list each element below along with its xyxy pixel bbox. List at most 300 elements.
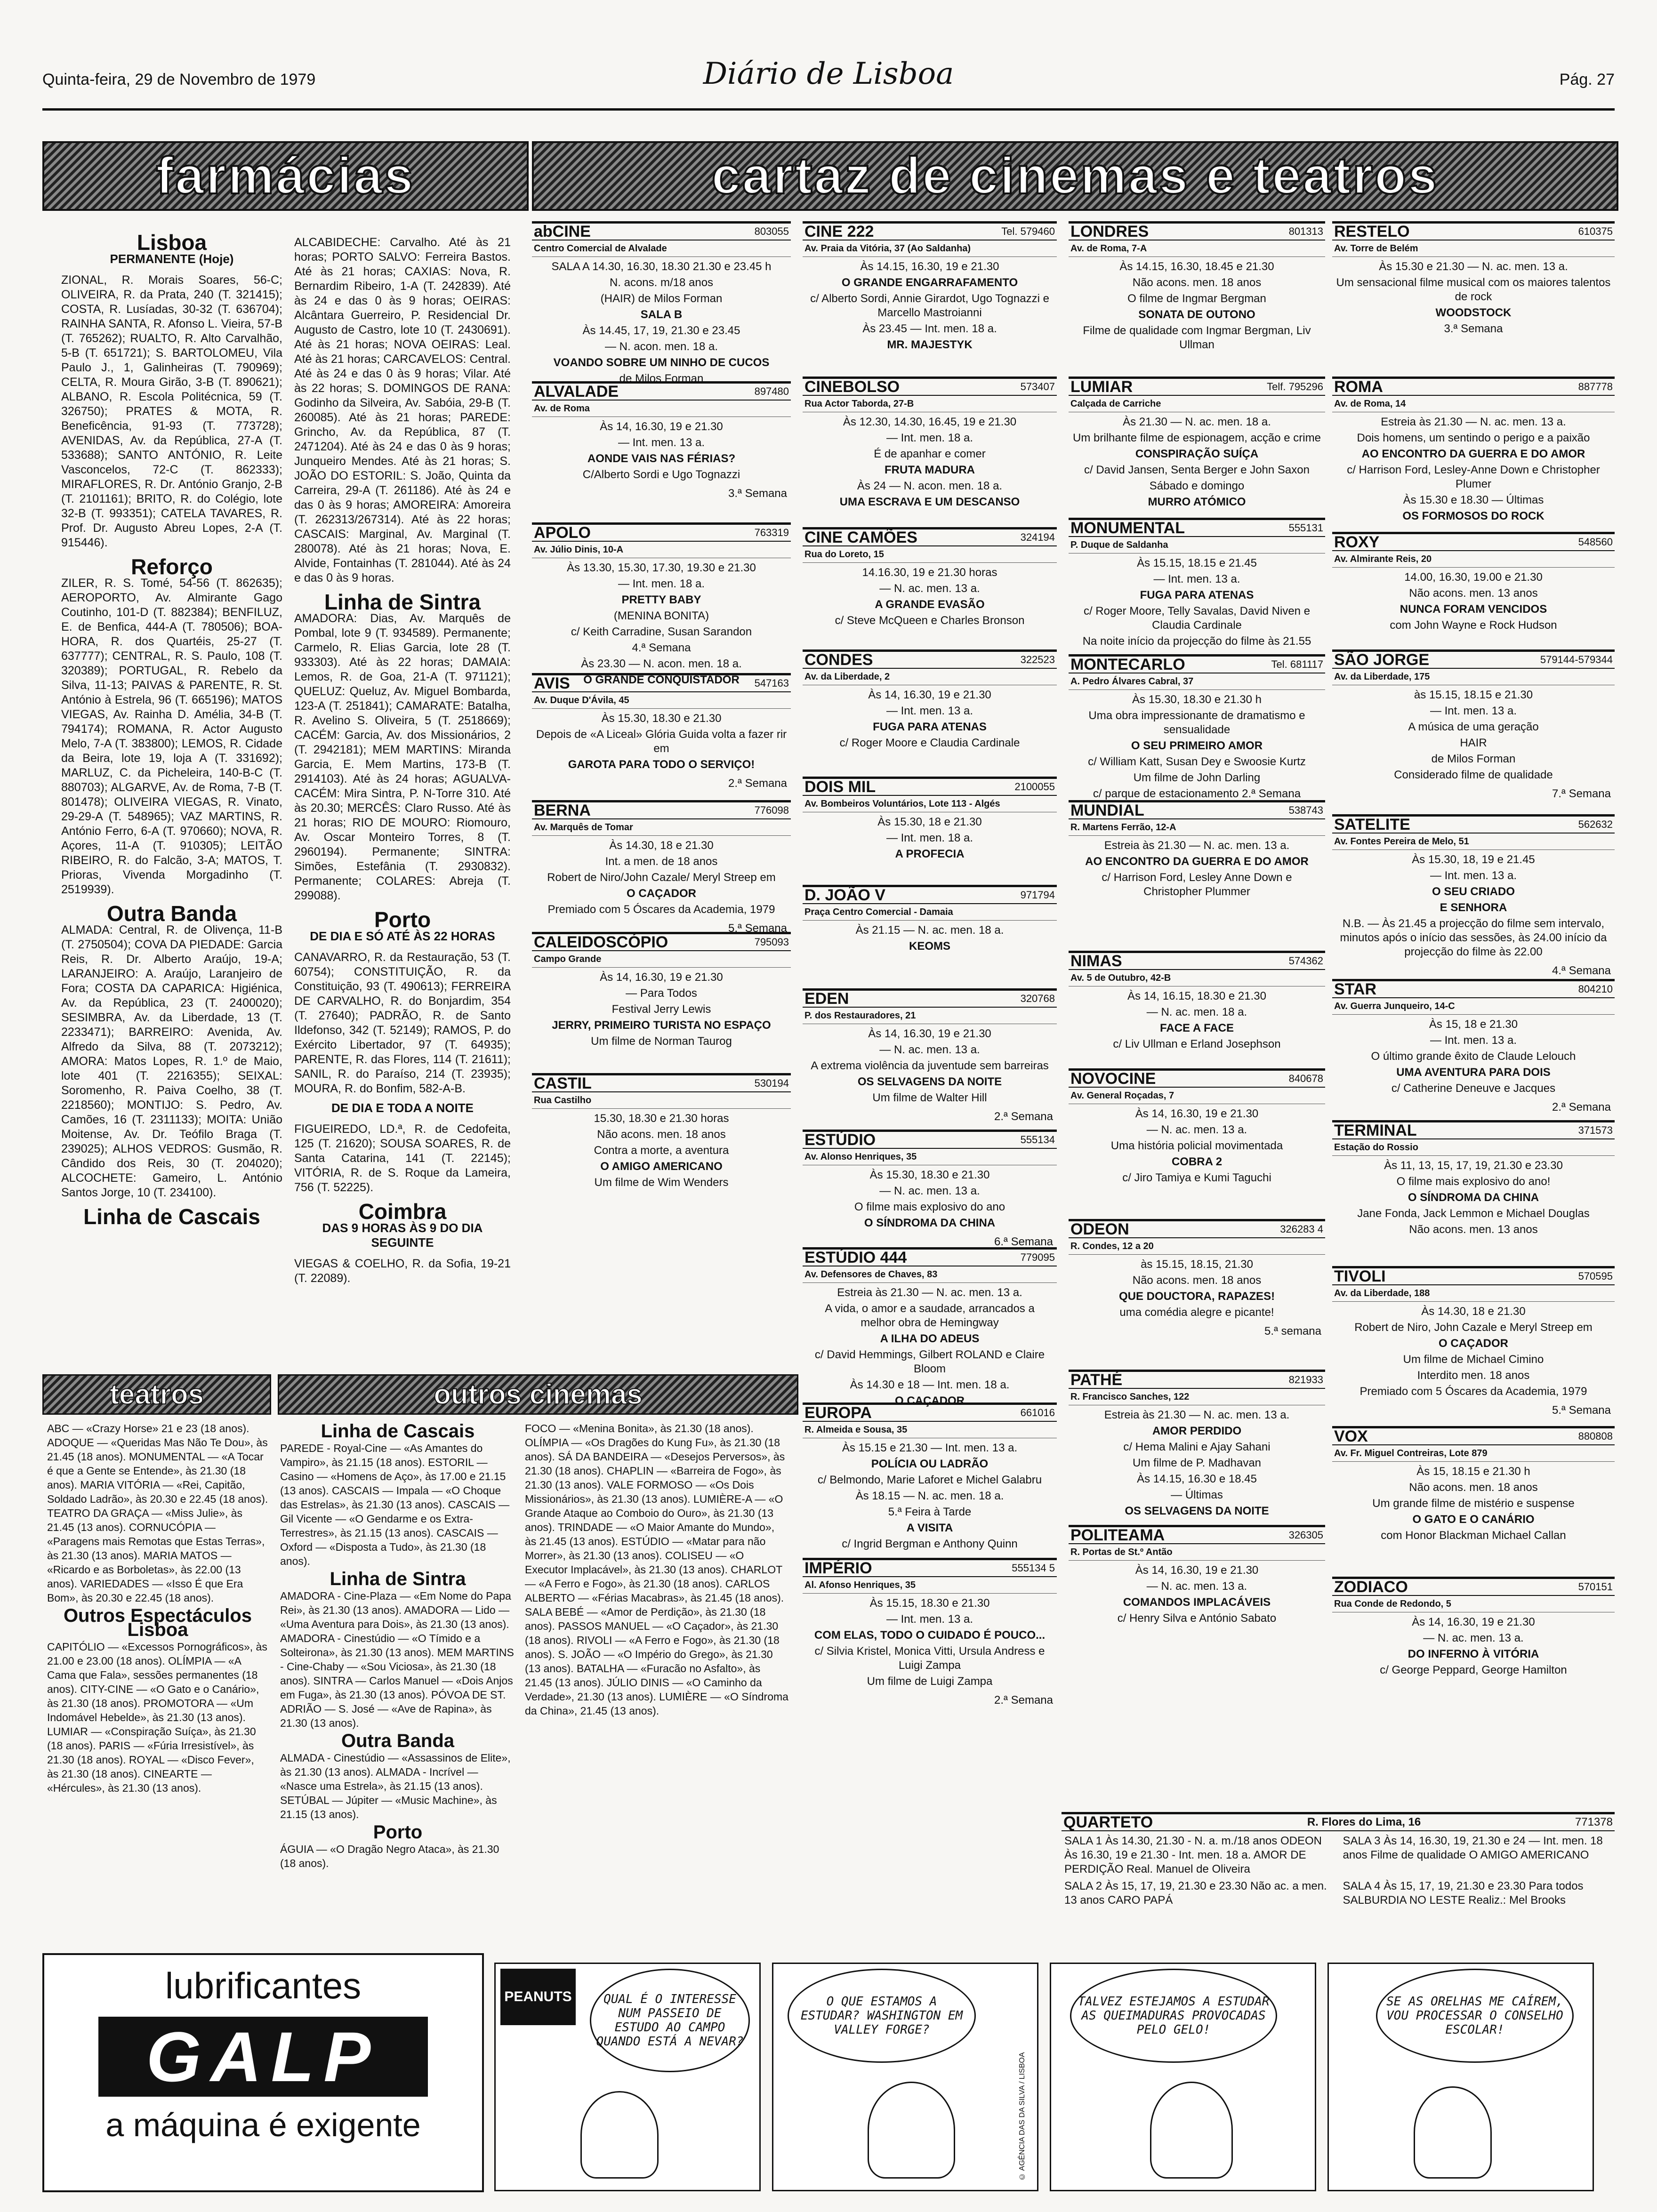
showing-line: com Honor Blackman Michael Callan bbox=[1381, 1529, 1566, 1542]
cascais-list: ALCABIDECHE: Carvalho. Até às 21 horas; PORTO SALVO: Ferreira Bastos. Até às 21 horas; CAXIAS: Nova, R. Bernardim Ribeiro, 1-A (T. 242839). Até às 24 e das 0 às 9 horas; OEIRAS: Alcântara Guerreiro, P. Residencial Dr. Augusto de Castro, lote 10 (T. 2430691). Até às 21 horas; NOVA OEIRAS: Leal. Até às 21 horas; CARCAVELOS: Central. Até às 24 e das 0 às 9 horas; Vilar. Até às 22 horas; S. DOMINGOS DE RANA: Godinho da Silveira, Av. Sabóia, 29-B (T. 260085). Até às 21 horas; PAREDE: Grincho, Av. da República, 87 (T. 2471204). Até às 24 e das 0 às 9 horas; Junqueiro Mendes. Até às 21 horas; S. JOÃO DO ESTORIL: S. João, Quinta da Carreira, 29-A (T. 261186). Até às 24 e das 0 às 9 horas; AMOREIRA: Amoreira (T. 262313/267314). Até às 22 horas; CASCAIS: Marginal, Av. Marginal (T. 280078). Até às 21 horas; Nova, E. Alvide, Fontainhas (T. 281044). Até às 24 e das 0 às 9 horas. bbox=[294, 236, 511, 585]
cinema-name-row bbox=[803, 1250, 1057, 1266]
cinema-name-row bbox=[1332, 1579, 1615, 1596]
cinema-entry bbox=[803, 1247, 1057, 1405]
showing-line: Às 15, 18 e 21.30 bbox=[1429, 1018, 1518, 1031]
showing-line: Às 14, 16.30, 19 e 21.30 bbox=[1135, 1107, 1259, 1120]
showing-line: SALA B bbox=[640, 308, 683, 321]
cinema-showings bbox=[803, 1283, 1057, 1413]
showing-line: Às 15.30, 18 e 21.30 bbox=[877, 816, 982, 828]
showing-line: Às 14.15, 16.30, 18.45 e 21.30 bbox=[1119, 260, 1274, 273]
showing-line: A GRANDE EVASÃO bbox=[875, 598, 985, 611]
speech-bubble: O QUE ESTAMOS A ESTUDAR? WASHINGTON EM VALLEY FORGE? bbox=[788, 1969, 976, 2063]
cinema-address: Praça Centro Comercial - Damaia bbox=[803, 904, 1057, 921]
cinema-phone: 661016 bbox=[1020, 1407, 1055, 1419]
cartaz-title: cartaz de cinemas e teatros bbox=[711, 147, 1439, 205]
run-week: 5.ª Semana bbox=[1552, 1404, 1611, 1417]
showing-line: — N. ac. men. 18 a. bbox=[1146, 1006, 1247, 1018]
showing-line: O último grande êxito de Claude Lelouch bbox=[1371, 1050, 1576, 1063]
showing-line: — N. ac. men. 13 a. bbox=[879, 1043, 980, 1056]
showing-line: Não acons. men. 18 anos bbox=[597, 1128, 726, 1141]
showing-line: — N. ac. men. 13 a. bbox=[879, 582, 980, 595]
showing-line: CONSPIRAÇÃO SUÍÇA bbox=[1135, 448, 1259, 460]
showing-line: Às 14, 16.15, 18.30 e 21.30 bbox=[1127, 990, 1266, 1002]
showing-line: Às 14.15, 16.30 e 18.45 bbox=[1137, 1473, 1257, 1485]
section-linha-cascais: Linha de Cascais bbox=[83, 1204, 260, 1229]
showing-line: Um brilhante filme de espionagem, acção e crime bbox=[1073, 432, 1321, 444]
showing-line: Às 15.15, 18.30 e 21.30 bbox=[869, 1597, 990, 1610]
showing-line: Às 14.30, 18 e 21.30 bbox=[1421, 1305, 1526, 1318]
showing-line: Um filme de Luigi Zampa bbox=[867, 1675, 993, 1688]
showing-line: COM ELAS, TODO O CUIDADO É POUCO... bbox=[814, 1629, 1046, 1642]
cinema-showings bbox=[1332, 412, 1615, 528]
cinema-name: POLITEAMA bbox=[1070, 1526, 1165, 1544]
showing-line: Int. a men. de 18 anos bbox=[605, 855, 718, 868]
showing-line: c/ Harrison Ford, Lesley Anne Down e Christopher Plummer bbox=[1102, 871, 1292, 898]
showing-line: c/ David Jansen, Senta Berger e John Saxon bbox=[1084, 464, 1310, 476]
cinema-name-row bbox=[803, 779, 1057, 796]
cinema-showings bbox=[803, 1438, 1057, 1556]
showing-line: A PROFECIA bbox=[895, 848, 965, 860]
cinema-address: Centro Comercial de Alvalade bbox=[532, 240, 791, 257]
cinema-showings bbox=[1332, 850, 1615, 964]
cinema-name: PATHÉ bbox=[1070, 1371, 1123, 1389]
showing-line: Às 14.45, 17, 19, 21.30 e 23.45 bbox=[582, 324, 740, 337]
outros-cinemas-col-2 bbox=[525, 1421, 788, 1939]
cinema-address: R. Almeida e Sousa, 35 bbox=[803, 1422, 1057, 1438]
showing-line: c/ Roger Moore, Telly Savalas, David Niven e Claudia Cardinale bbox=[1083, 605, 1311, 632]
cinema-name-row bbox=[532, 934, 791, 951]
showing-line: O GRANDE ENGARRAFAMENTO bbox=[841, 276, 1018, 289]
cinema-phone: 804210 bbox=[1578, 983, 1613, 995]
run-week: 2.ª Semana bbox=[994, 1694, 1053, 1707]
showing-line: MURRO ATÓMICO bbox=[1148, 496, 1246, 508]
cinema-phone: 763319 bbox=[754, 527, 789, 538]
cinema-entry bbox=[1332, 1120, 1615, 1268]
showing-line: Não acons. men. 18 anos bbox=[1409, 1481, 1538, 1494]
showing-line: — Últimas bbox=[1171, 1489, 1223, 1501]
showing-line: c/ William Katt, Susan Dey e Swoosie Kurtz bbox=[1088, 755, 1306, 768]
showing-line: Dois homens, um sentindo o perigo e a paixão bbox=[1357, 432, 1590, 444]
cinema-name-row bbox=[1069, 1527, 1325, 1544]
showing-line: c/ Ingrid Bergman e Anthony Quinn bbox=[842, 1538, 1018, 1550]
character-figure-icon bbox=[868, 2082, 955, 2179]
showing-line: — N. ac. men. 13 a. bbox=[879, 1185, 980, 1197]
cinema-address: P. dos Restauradores, 21 bbox=[803, 1008, 1057, 1024]
cinema-entry bbox=[1332, 221, 1615, 379]
cinema-name-row bbox=[1332, 1122, 1615, 1139]
cinema-entry bbox=[1069, 518, 1325, 657]
showing-line: (MENINA BONITA) bbox=[613, 609, 709, 622]
cinema-name-row bbox=[1069, 224, 1325, 240]
cinema-entry bbox=[1069, 654, 1325, 802]
showing-line: Às 14.30 e 18 — Int. men. 18 a. bbox=[850, 1378, 1010, 1391]
cinema-address: Av. Torre de Belém bbox=[1332, 240, 1615, 257]
coimbra-subtitle: DAS 9 HORAS ÀS 9 DO DIA SEGUINTE bbox=[322, 1221, 483, 1250]
section-porto: Porto bbox=[374, 907, 431, 932]
quarteto-name: QUARTETO bbox=[1063, 1813, 1153, 1831]
teatros-column bbox=[47, 1421, 268, 1939]
porto-subtitle-2: DE DIA E TODA A NOITE bbox=[331, 1101, 474, 1115]
coimbra-list: VIEGAS & COELHO, R. da Sofia, 19-21 (T. 22089). bbox=[294, 1257, 511, 1285]
cinema-entry bbox=[803, 988, 1057, 1132]
cinema-name: CONDES bbox=[804, 651, 873, 669]
sintra-list: AMADORA: Dias, Av. Marquês de Pombal, lote 9 (T. 934589). Permanente; Carmelo, R. Elias Garcia, lote 28 (T. 933303). Até às 22 horas; DAMAIA: Lemos, R. de Goa, 21-A (T. 971121); QUELUZ: Queluz, Av. Miguel Bombarda, 123-A (T. 251841); CAMARATE: Batalha, R. Avelino S. Oliveira, 5 (T. 2518669); CACÉM: Garcia, Av. dos Missionários, 2 (T. 2942181); MEM MARTINS: Miranda Garcia, E. Mem Martins, 173-B (T. 2914103). Até às 24 horas; AGUALVA-CACÉM: Mira Sintra, P. N-Torre 310. Até às 20.30; MERCÊS: Claro Russo. Até às 21 horas; RIO DE MOURO: Riomouro, Av. Oscar Monteiro Torres, 8 (T. 2960194). Permanente; SINTRA: Simões, Estefânia (T. 2930832). Permanente; COLARES: Abreja (T. 299088). bbox=[294, 612, 511, 902]
cinema-name: ROXY bbox=[1334, 533, 1380, 551]
showing-line: OS FORMOSOS DO ROCK bbox=[1402, 510, 1544, 522]
showing-line: Estreia às 21.30 — N. ac. men. 13 a. bbox=[1104, 839, 1290, 852]
showing-line: c/ George Peppard, George Hamilton bbox=[1380, 1664, 1567, 1676]
cinema-entry bbox=[803, 221, 1057, 379]
showing-line: — Para Todos bbox=[626, 987, 697, 1000]
run-week: 4.ª Semana bbox=[1552, 964, 1611, 977]
showing-line: uma comédia alegre e picante! bbox=[1119, 1306, 1274, 1319]
showing-line: — Int. men. 13 a. bbox=[886, 1613, 973, 1626]
showing-line: Às 15.30 e 21.30 — N. ac. men. 13 a. bbox=[1379, 260, 1568, 273]
cinema-entry bbox=[1069, 1525, 1325, 1654]
cinema-name-row bbox=[1069, 953, 1325, 970]
porto-list: CANAVARRO, R. da Restauração, 53 (T. 60754); CONSTITUIÇÃO, R. da Constituição, 93 (T. 490613); FERREIRA DE CARVALHO, R. do Bonjardim, 354 (T. 27640); PADRÃO, R. de Santo Ildefonso, 342 (T. 52149); RAMOS, P. do Exército Libertador, 97 (T. 64935); PARENTE, R. das Flores, 114 (T. 21611); SANIL, R. do Paraíso, 214 (T. 23935); MOURA, R. do Bonfim, 582-A-B. bbox=[294, 951, 511, 1095]
showing-line: O SEU PRIMEIRO AMOR bbox=[1131, 739, 1263, 752]
cinema-phone: 579144-579344 bbox=[1540, 654, 1613, 665]
showing-line: FUGA PARA ATENAS bbox=[1140, 589, 1254, 601]
showing-line: Uma história policial movimentada bbox=[1110, 1139, 1283, 1152]
cinema-name-row bbox=[803, 991, 1057, 1008]
cinema-phone: Tel. 579460 bbox=[1001, 225, 1055, 237]
showing-line: SALA A 14.30, 16.30, 18.30 21.30 e 23.45 h bbox=[551, 260, 772, 273]
showing-line: Um filme de P. Madhavan bbox=[1132, 1457, 1262, 1469]
cinema-address: Av. Alonso Henriques, 35 bbox=[803, 1149, 1057, 1165]
showing-line: GAROTA PARA TODO O SERVIÇO! bbox=[568, 758, 755, 771]
cinema-name: RESTELO bbox=[1334, 223, 1410, 240]
cinema-name: ESTÚDIO bbox=[804, 1131, 876, 1149]
outra-banda-cinema-list: ALMADA - Cinestúdio — «Assassinos de Elite», às 21.30 (13 anos). ALMADA - Incrível — «Nasce uma Estrela», às 21.15 (13 anos). SETÚBAL — Júpiter — «Music Machine», às 21.15 (13 anos). bbox=[280, 1752, 511, 1820]
cinema-address: Av. General Roçadas, 7 bbox=[1069, 1088, 1325, 1104]
cinema-address: R. Condes, 12 a 20 bbox=[1069, 1238, 1325, 1255]
showing-line: N.B. — Às 21.45 a projecção do filme sem intervalo, minutos após o início das sessões, às 24.00 início da projecção do filme às 22.00 bbox=[1340, 917, 1607, 958]
showing-line: O filme de Ingmar Bergman bbox=[1127, 292, 1266, 305]
showing-line: Às 14, 16.30, 19 e 21.30 bbox=[868, 1027, 991, 1040]
cinema-showings bbox=[803, 1594, 1057, 1693]
speech-bubble: QUAL É O INTERESSE NUM PASSEIO DE ESTUDO AO CAMPO QUANDO ESTÁ A NEVAR? bbox=[590, 1969, 750, 2072]
cinema-entry bbox=[532, 800, 791, 934]
cinema-name-row bbox=[1069, 657, 1325, 673]
cinema-phone: 880808 bbox=[1578, 1430, 1613, 1442]
showing-line: c/ David Hemmings, Gilbert ROLAND e Claire Bloom bbox=[814, 1348, 1045, 1375]
cinema-phone: 971794 bbox=[1020, 889, 1055, 901]
page-header bbox=[42, 56, 1615, 111]
showing-line: c/ Belmondo, Marie Laforet e Michel Galabru bbox=[817, 1474, 1042, 1486]
showing-line: Estreia às 21.30 — N. ac. men. 13 a. bbox=[1381, 416, 1566, 428]
showing-line: AO ENCONTRO DA GUERRA E DO AMOR bbox=[1085, 855, 1309, 868]
porto-list-2: FIGUEIREDO, LD.ª, R. de Cedofeita, 125 (T. 21620); SOUSA SOARES, R. de Santa Catarina, 141 (T. 22145); VITÓRIA, R. de S. Roque da Lameira, 756 (T. 52225). bbox=[294, 1122, 511, 1194]
cinema-address: Rua Castilho bbox=[532, 1092, 791, 1109]
cinema-name: SATELITE bbox=[1334, 816, 1410, 834]
showing-line: 14.16.30, 19 e 21.30 horas bbox=[862, 566, 997, 579]
showing-line: WOODSTOCK bbox=[1435, 306, 1512, 319]
cinema-name: ROMA bbox=[1334, 378, 1383, 396]
cinema-name: CASTIL bbox=[534, 1074, 592, 1092]
cinema-phone: 897480 bbox=[754, 385, 789, 397]
comic-credit: © AGÊNCIA DAS DA SILVA / LISBOA bbox=[1018, 2052, 1026, 2180]
showing-line: Não acons. men. 18 anos bbox=[1132, 1274, 1262, 1287]
cinema-name: MUNDIAL bbox=[1070, 801, 1144, 819]
cinema-name: ZODIACO bbox=[1334, 1578, 1408, 1596]
teatros-list: ABC — «Crazy Horse» 21 e 23 (18 anos). ADOQUE — «Queridas Mas Não Te Dou», às 21.45 (18 anos). MONUMENTAL — «A Tocar é que a Gente se Entende», às 21.30 (18 anos). MARIA VITÓRIA — «Rei, Capitão, Soldado Ladrão», às 20.30 e 22.45 (18 anos). TEATRO DA GRAÇA — «Miss Julie», às 21.45 (13 anos). CORNUCÓPIA — «Paragens mais Remotas que Estas Terras», às 21.30 (13 anos). MARIA MATOS — «Ricardo e as Borboletas», às 22.00 (13 anos). VARIEDADES — «Isso É que Era Bom», às 20.30 e 22.45 (18 anos). bbox=[47, 1422, 268, 1604]
showing-line: — Int. men. 13 a. bbox=[1153, 573, 1240, 585]
cinema-entry bbox=[1332, 1577, 1615, 1701]
pharmacy-col-1 bbox=[61, 226, 282, 1229]
showing-line: FUGA PARA ATENAS bbox=[873, 721, 987, 733]
cinema-phone: 570595 bbox=[1578, 1270, 1613, 1282]
cinema-entry bbox=[1332, 649, 1615, 817]
cinema-name-row bbox=[532, 384, 791, 401]
cinema-name-row bbox=[532, 1075, 791, 1092]
cinema-showings bbox=[1069, 1104, 1325, 1190]
showing-line: c/ Steve McQueen e Charles Bronson bbox=[835, 614, 1025, 627]
run-week: 7.ª Semana bbox=[1552, 787, 1611, 800]
showing-line: O SÍNDROMA DA CHINA bbox=[1408, 1191, 1539, 1204]
cinema-showings bbox=[532, 1109, 791, 1194]
outros-espectaculos-heading: Outros Espectáculos Lisboa bbox=[63, 1605, 252, 1640]
showing-line: — Int. men. 13 a. bbox=[1430, 705, 1517, 717]
cinema-showings bbox=[1332, 1015, 1615, 1100]
cinema-phone: 779095 bbox=[1020, 1251, 1055, 1263]
cinema-address: Av. Duque D'Ávila, 45 bbox=[532, 692, 791, 709]
showing-line: — N. ac. men. 13 a. bbox=[1146, 1580, 1247, 1593]
cinema-address: Av. Bombeiros Voluntários, Lote 113 - Algés bbox=[803, 796, 1057, 812]
showing-line: Às 15.30, 18.30 e 21.30 bbox=[601, 712, 722, 725]
cinema-entry bbox=[1332, 377, 1615, 534]
cinema-entry bbox=[532, 932, 791, 1075]
showing-line: Às 14, 16.30, 19 e 21.30 bbox=[1135, 1564, 1259, 1577]
cinema-name-row bbox=[1332, 817, 1615, 834]
cinema-name: EDEN bbox=[804, 990, 849, 1008]
cinema-name: ALVALADE bbox=[534, 383, 619, 401]
cinema-address: Av. de Roma, 7-A bbox=[1069, 240, 1325, 257]
cartaz-banner bbox=[532, 141, 1618, 211]
showing-line: A vida, o amor e a saudade, arrancados a melhor obra de Hemingway bbox=[825, 1302, 1035, 1329]
cinema-address: Rua Conde de Redondo, 5 bbox=[1332, 1596, 1615, 1612]
showing-line: OS SELVAGENS DA NOITE bbox=[857, 1075, 1002, 1088]
cinema-name-row bbox=[803, 1405, 1057, 1422]
outra-banda-list: ALMADA: Central, R. de Olivença, 11-B (T. 2750504); COVA DA PIEDADE: Garcia Reis, R. Dr. Alberto Araújo, 19-A; LARANJEIRO: A. Araújo, Laranjeiro de Fora; COSTA DA CAPARICA: Higiénica, Av. da República, 23 (T. 2400020); SESIMBRA, Av. da Liberdade, 13 (T. 2233471); BARREIRO: Avenida, Av. Alfredo da Silva, 88 (T. 2073212); AMORA: Matos Lopes, R. 1.º de Maio, lote 401 (T. 2216355); SEIXAL: Soromenho, R. Paiva Coelho, 38 (T. 2218560); MONTIJO: S. Pedro, Av. Camões, 16 (T. 2311133); MOITA: União Moitense, Av. Dr. Teófilo Braga (T. 239025); ALHOS VEDROS: Gusmão, R. Cândido dos Reis, 30 (T. 204020); ALCOCHETE: Gameiro, L. António Santos Jorge, 10 (T. 234100). bbox=[61, 923, 282, 1199]
showing-line: — Int. men. 13 a. bbox=[1430, 1034, 1517, 1047]
run-week: 2.ª Semana bbox=[728, 777, 787, 790]
showing-line: Um filme de Wim Wenders bbox=[594, 1176, 729, 1189]
cinema-address: Av. Defensores de Chaves, 83 bbox=[803, 1266, 1057, 1283]
cinema-name-row bbox=[1332, 379, 1615, 396]
farmacias-title: farmácias bbox=[156, 147, 415, 205]
showing-line: Às 12.30, 14.30, 16.45, 19 e 21.30 bbox=[843, 416, 1017, 428]
showing-line: — N. ac. men. 13 a. bbox=[1146, 1123, 1247, 1136]
run-week: 5.ª Semana bbox=[728, 922, 787, 935]
farmacias-banner bbox=[42, 141, 529, 211]
showing-line: Um filme de Walter Hill bbox=[872, 1091, 987, 1104]
showing-line: Às 11, 13, 15, 17, 19, 21.30 e 23.30 bbox=[1384, 1159, 1563, 1172]
showing-line: A VISITA bbox=[906, 1522, 953, 1534]
showing-line: HAIR bbox=[1460, 737, 1487, 749]
section-reforco: Reforço bbox=[131, 554, 213, 579]
showing-line: QUE DOUCTORA, RAPAZES! bbox=[1118, 1290, 1275, 1303]
showing-line: POLÍCIA OU LADRÃO bbox=[871, 1458, 989, 1470]
cinema-phone: 887778 bbox=[1578, 381, 1613, 393]
cinema-showings bbox=[1069, 553, 1325, 653]
linha-sintra-heading: Linha de Sintra bbox=[330, 1569, 466, 1589]
showing-line: KEOMS bbox=[909, 940, 950, 953]
showing-line: Às 21.30 — N. ac. men. 18 a. bbox=[1123, 416, 1271, 428]
cinema-name: MONUMENTAL bbox=[1070, 519, 1185, 537]
cinema-address: Av. 5 de Outubro, 42-B bbox=[1069, 970, 1325, 986]
cinema-name: NIMAS bbox=[1070, 952, 1122, 970]
showing-line: Contra a morte, a aventura bbox=[594, 1144, 729, 1157]
showing-line: c/ Alberto Sordi, Annie Girardot, Ugo Tognazzi e Marcello Mastroianni bbox=[810, 292, 1049, 319]
cinema-name: APOLO bbox=[534, 524, 591, 542]
cinema-name: LONDRES bbox=[1070, 223, 1149, 240]
cinema-name-row bbox=[803, 887, 1057, 904]
cinema-name: CINEBOLSO bbox=[804, 378, 900, 396]
showing-line: AO ENCONTRO DA GUERRA E DO AMOR bbox=[1361, 448, 1585, 460]
cinema-name-row bbox=[1069, 802, 1325, 819]
cinema-name: LUMIAR bbox=[1070, 378, 1133, 396]
speech-bubble: SE AS ORELHAS ME CAÍREM, VOU PROCESSAR O CONSELHO ESCOLAR! bbox=[1376, 1969, 1574, 2063]
showing-line: É de apanhar e comer bbox=[874, 448, 986, 460]
cinema-showings bbox=[532, 836, 791, 922]
cinema-showings bbox=[803, 1024, 1057, 1110]
cinema-name-row bbox=[1332, 534, 1615, 551]
cinema-showings bbox=[1069, 986, 1325, 1056]
quarteto-box bbox=[1062, 1812, 1615, 1951]
cinema-entry bbox=[803, 527, 1057, 652]
cinema-address: Campo Grande bbox=[532, 951, 791, 968]
cinema-showings bbox=[1069, 1561, 1325, 1630]
cinema-name: abCINE bbox=[534, 223, 591, 240]
cinema-entry bbox=[1069, 1370, 1325, 1527]
showing-line: Às 15.30, 18.30 e 21.30 h bbox=[1132, 693, 1262, 706]
showing-line: 15.30, 18.30 e 21.30 horas bbox=[594, 1112, 729, 1125]
cinema-phone: 2100055 bbox=[1014, 781, 1055, 793]
showing-line: Premiado com 5 Óscares da Academia, 1979 bbox=[1359, 1385, 1587, 1398]
showing-line: A ILHA DO ADEUS bbox=[880, 1332, 980, 1345]
cinema-address: Av. de Roma bbox=[532, 401, 791, 417]
cinema-phone: 801313 bbox=[1288, 225, 1323, 237]
showing-line: Depois de «A Liceal» Glória Guida volta a fazer rir em bbox=[536, 728, 787, 755]
cinema-phone: 548560 bbox=[1578, 536, 1613, 548]
cinema-address: Av. da Liberdade, 175 bbox=[1332, 669, 1615, 685]
showing-line: Premiado com 5 Óscares da Academia, 1979 bbox=[547, 903, 775, 916]
showing-line: Interdito men. 18 anos bbox=[1417, 1369, 1530, 1382]
cinema-showings bbox=[532, 558, 791, 692]
cinema-showings bbox=[532, 709, 791, 777]
cinema-showings bbox=[803, 921, 1057, 958]
showing-line: c/ parque de estacionamento 2.ª Semana bbox=[1093, 787, 1301, 800]
cinema-showings bbox=[1332, 568, 1615, 637]
cinema-address: R. Francisco Sanches, 122 bbox=[1069, 1389, 1325, 1405]
cinema-entry bbox=[1069, 800, 1325, 953]
showing-line: c/ Jiro Tamiya e Kumi Taguchi bbox=[1122, 1171, 1271, 1184]
cinema-address: Av. Marquês de Tomar bbox=[532, 819, 791, 836]
cinema-phone: 776098 bbox=[754, 804, 789, 816]
showing-line: — Int. men. 13 a. bbox=[886, 705, 973, 717]
showing-line: FACE A FACE bbox=[1160, 1022, 1234, 1034]
cinema-name-row bbox=[1332, 224, 1615, 240]
cinema-showings bbox=[1069, 1255, 1325, 1324]
showing-line: c/ Keith Carradine, Susan Sarandon bbox=[571, 625, 752, 638]
showing-line: Uma obra impressionante de dramatismo e sensualidade bbox=[1088, 709, 1305, 736]
outros-cinemas-title: outros cinemas bbox=[434, 1378, 643, 1410]
showing-line: Às 24 — N. acon. men. 18 a. bbox=[857, 480, 1003, 492]
cinema-entry bbox=[803, 1130, 1057, 1250]
showing-line: O filme mais explosivo do ano! bbox=[1396, 1175, 1551, 1188]
cinema-name-row bbox=[1069, 520, 1325, 537]
showing-line: Um filme de Michael Cimino bbox=[1403, 1353, 1544, 1366]
cinema-entry bbox=[1069, 951, 1325, 1071]
showing-line: Às 15.30 e 18.30 — Últimas bbox=[1403, 494, 1544, 506]
cinema-showings bbox=[1069, 257, 1325, 357]
cinema-showings bbox=[803, 412, 1057, 514]
showing-line: Às 14.15, 16.30, 19 e 21.30 bbox=[860, 260, 999, 273]
showing-line: Um filme de Norman Taurog bbox=[591, 1035, 732, 1048]
cinema-phone: 322523 bbox=[1020, 654, 1055, 665]
cinema-showings bbox=[1332, 1462, 1615, 1547]
cinema-showings bbox=[1069, 1405, 1325, 1523]
cinema-phone: 538743 bbox=[1288, 804, 1323, 816]
cinema-address: Av. Almirante Reis, 20 bbox=[1332, 551, 1615, 568]
quarteto-sala-1: SALA 1 Às 14.30, 21.30 - N. a. m./18 anos ODEON Às 16.30, 19 e 21.30 - Int. men. 18 a. AMOR DE PERDIÇÃO Real. Manuel de Oliveira bbox=[1064, 1835, 1322, 1875]
showing-line: c/ Roger Moore e Claudia Cardinale bbox=[839, 737, 1020, 749]
cinema-name: CINE CAMÕES bbox=[804, 529, 917, 546]
lisboa-list: ZIONAL, R. Morais Soares, 56-C; OLIVEIRA, R. da Prata, 240 (T. 321415); COSTA, R. Lusíadas, 30-32 (T. 636704); RAINHA SANTA, R. Afonso L. Vieira, 57-B (T. 765262); RUALTO, R. Alto Carvalhão, 5-B (T. 651721); S. BARTOLOMEU, Vila Paulo J., 1, Galinheiras (T. 790969); CELTA, R. Moura Girão, 3-B (T. 890621); ALBANO, R. Escola Politécnica, 59 (T. 326750); PRATES & MOTA, R. Beneficência, 91-93 (T. 773728); AVENIDAS, Av. da República, 27-A (T. 533688); SANTO ANTÓNIO, R. Leite Vasconcelos, 72-C (T. 862333); MIRAFLORES, R. Dr. António Granjo, 2-B (T. 2101161); BRITO, R. do Colégio, lote 32-B (T. 993351); CATELA TAVARES, R. Prof. Dr. Augusto Abreu Lopes, 2-A (T. 915446). bbox=[61, 273, 282, 549]
cinema-name: EUROPA bbox=[804, 1404, 872, 1422]
cinema-phone: 555131 bbox=[1288, 522, 1323, 534]
showing-line: Às 13.30, 15.30, 17.30, 19.30 e 21.30 bbox=[567, 561, 756, 574]
cinema-address: Av. Praia da Vitória, 37 (Ao Saldanha) bbox=[803, 240, 1057, 257]
showing-line: Às 15.30, 18.30 e 21.30 bbox=[869, 1169, 990, 1181]
cinema-phone: Tel. 681117 bbox=[1271, 658, 1323, 670]
showing-line: A extrema violência da juventude sem barreiras bbox=[811, 1059, 1049, 1072]
cinema-name: DOIS MIL bbox=[804, 778, 876, 796]
cinema-name: D. JOÃO V bbox=[804, 886, 885, 904]
cinema-showings bbox=[803, 812, 1057, 866]
cinema-name: CINE 222 bbox=[804, 223, 874, 240]
cinema-entry bbox=[1069, 1068, 1325, 1221]
comic-panel-3 bbox=[1050, 1963, 1316, 2191]
cinema-showings bbox=[803, 1165, 1057, 1235]
section-coimbra: Coimbra bbox=[358, 1199, 447, 1224]
cinema-address: Av. Fontes Pereira de Melo, 51 bbox=[1332, 834, 1615, 850]
cinema-showings bbox=[1332, 1302, 1615, 1403]
showing-line: — Int. men. 13 a. bbox=[1430, 869, 1517, 882]
teatros-banner bbox=[42, 1374, 271, 1415]
showing-line: O CAÇADOR bbox=[895, 1395, 965, 1407]
cinema-showings bbox=[532, 417, 791, 487]
showing-line: Às 14, 16.30, 19 e 21.30 bbox=[600, 420, 723, 433]
cinema-entry bbox=[1069, 377, 1325, 520]
section-linha-sintra: Linha de Sintra bbox=[324, 590, 481, 614]
porto-heading: Porto bbox=[373, 1822, 423, 1843]
showing-line: — Int. men. 13 a. bbox=[618, 436, 705, 449]
cinema-entry bbox=[803, 777, 1057, 887]
comic-panel-4 bbox=[1327, 1963, 1594, 2191]
porto-cinemas-list: FOCO — «Menina Bonita», às 21.30 (18 anos). OLÍMPIA — «Os Dragões do Kung Fu», às 21.30 (18 anos). SÁ DA BANDEIRA — «Desejos Perversos», às 21.30 (18 anos). CHAPLIN — «Barreira de Fogo», às 21.30 (13 anos). VALE FORMOSO — «Os Dois Missionários», às 21.30 (13 anos). LUMIÈRE-A — «O Grande Ataque ao Comboio do Ouro», às 21.30 (13 anos). TRINDADE — «O Maior Amante do Mundo», às 21.45 (13 anos). ESTÚDIO — «Matar para não Morrer», às 21.30 (13 anos). COLISEU — «O Executor Implacável», às 21.30 (13 anos). CHARLOT — «A Ferro e Fogo», às 21.30 (18 anos). CARLOS ALBERTO — «Férias Macabras», às 21.45 (18 anos). SALA BEBÉ — «Amor de Perdição», às 21.30 (18 anos). PASSOS MANUEL — «O Caçador», às 21.30 (18 anos). RIVOLI — «A Ferro e Fogo», às 21.30 (18 anos). S. JOÃO — «O Império do Grego», às 21.30 (13 anos). BATALHA — «Furacão no Asfalto», às 21.45 (13 anos). JÚLIO DINIS — «O Caminho da Verdade», 21.30 (13 anos). LUMIÈRE — «O Síndroma da China», 21.45 (13 anos). bbox=[525, 1422, 788, 1717]
showing-line: Um filme de John Darling bbox=[1133, 771, 1261, 784]
showing-line: PRETTY BABY bbox=[621, 593, 701, 606]
cinema-name-row bbox=[803, 224, 1057, 240]
showing-line: JERRY, PRIMEIRO TURISTA NO ESPAÇO bbox=[552, 1019, 771, 1032]
cinema-name-row bbox=[532, 224, 791, 240]
cinema-entry bbox=[1069, 221, 1325, 379]
cinema-address: Av. Guerra Junqueiro, 14-C bbox=[1332, 998, 1615, 1015]
cinema-name: SÃO JORGE bbox=[1334, 651, 1430, 669]
